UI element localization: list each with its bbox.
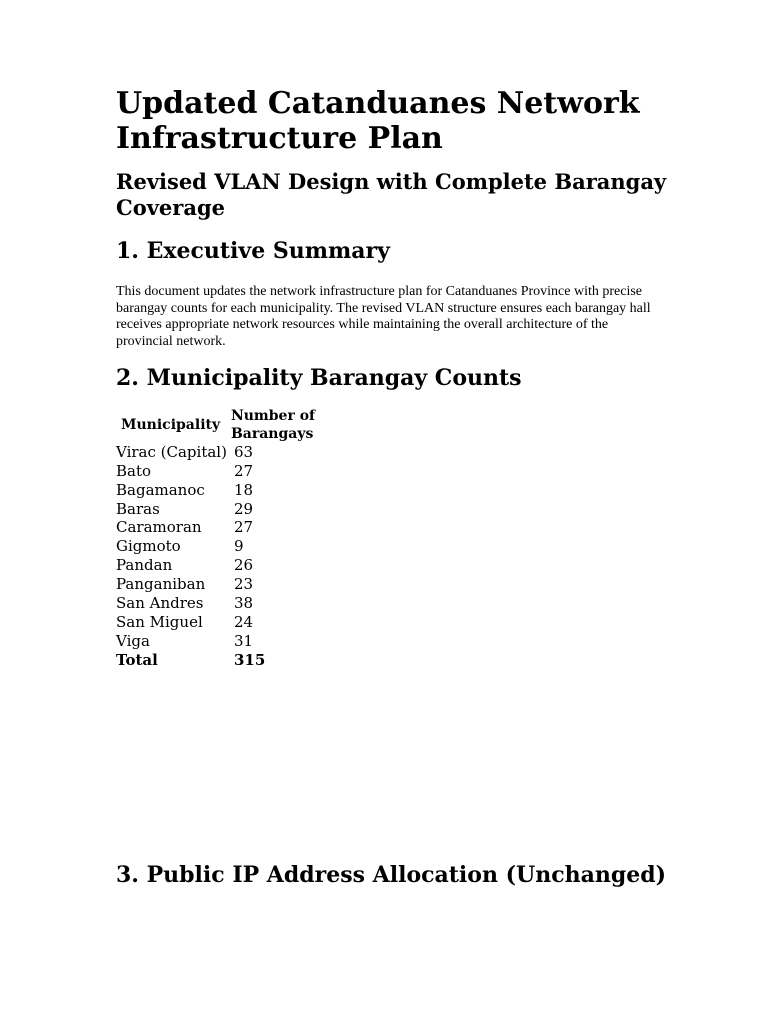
- barangay-count: 63: [233, 442, 254, 461]
- table-row: [116, 518, 329, 537]
- table-row: [116, 462, 329, 481]
- table-row: [116, 632, 329, 651]
- municipality-name: Gigmoto: [116, 537, 181, 556]
- executive-summary-text: This document updates the network infrastructure plan for Catanduanes Province with precise barangay counts for each municipality. The revised VLAN structure ensures each barangay hall receives appropriate network resources while maintaining the overall architecture of the provincial network.: [116, 284, 651, 350]
- document-subtitle: Revised VLAN Design with Complete Barangay Coverage: [116, 169, 667, 220]
- municipality-name: Caramoran: [116, 518, 202, 537]
- municipality-name: Bagamanoc: [116, 480, 205, 499]
- barangay-count: 24: [233, 612, 254, 631]
- barangay-count: 26: [233, 556, 254, 575]
- municipality-name: Virac (Capital): [116, 442, 227, 461]
- barangay-count: 29: [233, 499, 254, 518]
- column-header-municipality: Municipality: [121, 416, 221, 433]
- table-row: [116, 575, 329, 594]
- table-total-row: [116, 651, 329, 670]
- municipality-name: San Miguel: [116, 612, 203, 631]
- municipality-name: Baras: [116, 499, 160, 518]
- section-heading-public-ip: 3. Public IP Address Allocation (Unchanged): [116, 862, 667, 888]
- section-heading-barangay-counts: 2. Municipality Barangay Counts: [116, 364, 522, 391]
- municipality-name: Panganiban: [116, 575, 206, 594]
- table-row: [116, 500, 329, 519]
- barangay-count: 27: [233, 461, 254, 480]
- table-row: [116, 594, 329, 613]
- municipality-name: Pandan: [116, 556, 173, 575]
- barangay-count: 9: [233, 537, 244, 556]
- table-row: [116, 556, 329, 575]
- table-row: [116, 443, 329, 462]
- document-title: Updated Catanduanes Network Infrastructure Plan: [116, 86, 640, 156]
- document-page: [116, 86, 676, 670]
- barangay-count: 27: [233, 518, 254, 537]
- barangay-count: 31: [233, 631, 254, 650]
- section-heading-executive-summary: 1. Executive Summary: [116, 238, 390, 264]
- table-row: [116, 537, 329, 556]
- table-row: [116, 481, 329, 500]
- table-header-row: [116, 407, 329, 443]
- municipality-name: Bato: [116, 461, 152, 480]
- table-row: [116, 613, 329, 632]
- municipality-name: Viga: [116, 631, 150, 650]
- barangay-count: 38: [233, 594, 254, 613]
- barangay-counts-table: [116, 407, 329, 670]
- total-value: 315: [233, 650, 266, 669]
- column-header-barangay-count: Number of Barangays: [230, 407, 316, 442]
- barangay-count: 18: [233, 480, 254, 499]
- table-body: [116, 443, 329, 670]
- barangay-count: 23: [233, 575, 254, 594]
- total-label: Total: [116, 650, 158, 669]
- municipality-name: San Andres: [116, 594, 204, 613]
